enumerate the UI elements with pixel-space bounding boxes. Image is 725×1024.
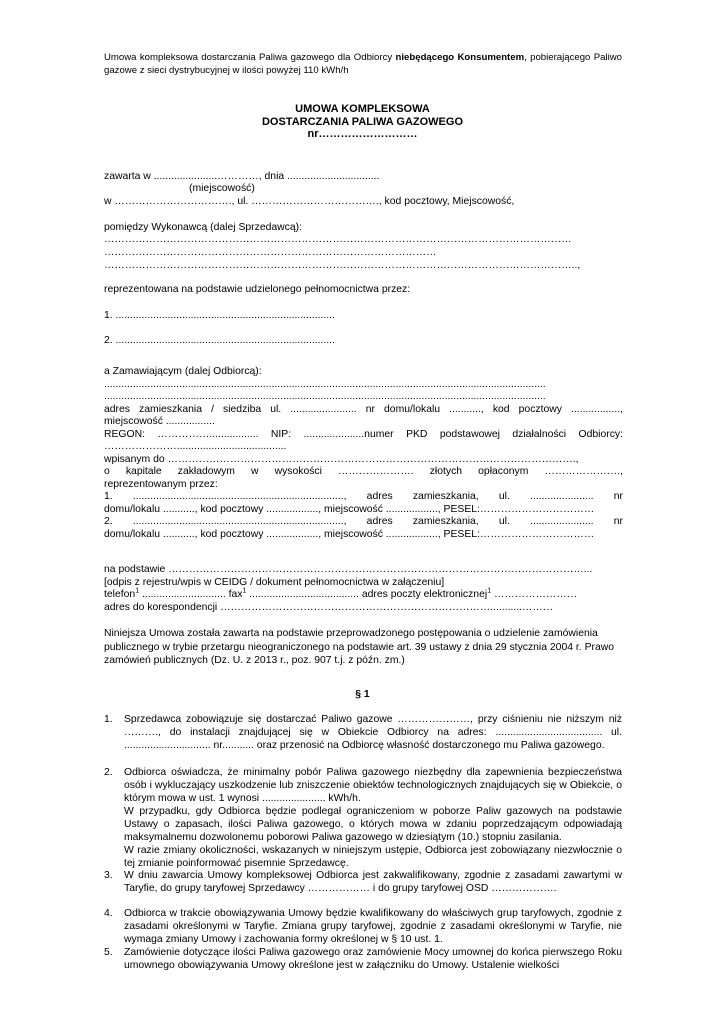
represented-label: reprezentowana na podstawie udzielonego pełnomocnictwa przez: — [104, 284, 411, 295]
document-title: UMOWA KOMPLEKSOWA — [295, 103, 430, 115]
representative-1: 1. ............................................................................ — [104, 310, 335, 321]
represented-by-label: reprezentowanym przez: — [104, 479, 218, 490]
item-number: 5. — [104, 947, 113, 958]
footnote-ref: 1 — [242, 587, 247, 595]
client-address-line: adres zamieszkania / siedziba ul. ....................... nr domu/lokalu ..........., kod pocztowy ................., — [104, 404, 623, 415]
correspondence-line: adres do korespondencji ……………………………………………………………………...........……… — [104, 602, 554, 613]
seller-dots-2: …………………………………………………………………………………… — [104, 247, 437, 258]
client-rep-1-line-1: 1. ........................................................................., adres zamieszkania, ul. ...................... nr — [104, 491, 623, 502]
document-subtitle: DOSTARCZANIA PALIWA GAZOWEGO — [261, 116, 464, 128]
basis-line: na podstawie …………………………………………………………………………………………………………... — [104, 564, 593, 575]
client-rep-1-line-2: domu/lokalu ..........., kod pocztowy .................., miejscowość .................., PESEL:…………………………… — [104, 504, 595, 515]
item-number: 4. — [104, 908, 113, 919]
pkd-line: …………………...................................... — [104, 441, 287, 452]
client-rep-2-line-2: domu/lokalu ..........., kod pocztowy .................., miejscowość .................., PESEL:…………………………… — [104, 529, 595, 540]
item-text: Sprzedawca zobowiązuje się dostarczać Paliwo gazowe …………………, przy ciśnieniu nie niższym niż ………., do instalacji znajdującej się w Obiekcie Odbiorcy na adres: ..................................... ul. .............................. nr........... oraz przenosić na Odbiorcę własność dostarczonego mu Paliwa gazowego. — [124, 714, 622, 751]
document-header — [104, 52, 622, 77]
header-text-cont: , pobierającego Paliwo gazowe z sieci dystrybucyjnej w ilości powyżej 110 kWh/h — [104, 52, 622, 76]
item-number: 2. — [104, 767, 113, 778]
item-number: 1. — [104, 714, 113, 725]
section-heading: § 1 — [355, 689, 370, 700]
item-number: 3. — [104, 870, 113, 881]
footnote-ref: 1 — [487, 587, 492, 595]
footnote-ref: 1 — [135, 587, 140, 595]
register-extract-note: [odpis z rejestru/wpis w CEIDG / dokument pełnomocnictwa w załączeniu] — [104, 577, 445, 588]
email-dots: …………………… — [491, 589, 578, 600]
client-label: a Zamawiającym (dalej Odbiorcą): — [104, 366, 262, 377]
seller-dots-1: ……………………………………………………………………………………………………………………… — [104, 234, 572, 245]
fax-label: ............................. fax — [139, 589, 243, 600]
client-dots-2: ......................................................................................................................................................... — [104, 391, 546, 402]
address-line: w ……………………………., ul. ………………………………., kod pocztowy, Miejscowość, — [104, 196, 515, 207]
header-text: Umowa kompleksowa dostarczania Paliwa gazowego dla Odbiorcy — [104, 52, 396, 63]
client-town-line: miejscowość ................. — [104, 416, 215, 427]
item-text: Zamówienie dotyczące ilości Paliwa gazowego oraz zamówienie Mocy umownej do końca pierwszego Roku umownego obowiązywania Umowy określone jest w załączniku do Umowy. Ustalenie wielkości — [124, 947, 622, 971]
email-label: ...................................... adres poczty elektronicznej — [246, 589, 488, 600]
contact-line — [104, 588, 577, 601]
registered-line: wpisanym do ………………………………………………………………………………………………………., — [104, 454, 579, 465]
capital-line: o kapitale zakładowym w wysokości …………………. złotych opłaconym …………………., — [104, 466, 623, 477]
between-label: pomiędzy Wykonawcą (dalej Sprzedawcą): — [104, 222, 302, 233]
item-text: W dniu zawarcia Umowy kompleksowej Odbiorca jest zakwalifikowany, zgodnie z zasadami zawartymi w Taryfie, do grupy taryfowej Sprzedawcy ……………… i do grupy taryfowej OSD ………………. — [124, 870, 622, 894]
contract-number: nr……………………… — [307, 128, 418, 140]
client-dots-1: ......................................................................................................................................................... — [104, 379, 546, 390]
seller-dots-3: ……………………………………………………………………………………………………………………….., — [104, 260, 581, 271]
header-bold-text: niebędącego Konsumentem — [395, 52, 525, 63]
phone-label: telefon — [104, 589, 136, 600]
place-label: (miejscowość) — [189, 183, 255, 194]
representative-2: 2. ............................................................................ — [104, 335, 335, 346]
item-text: W razie zmiany okoliczności, wskazanych w niniejszym ustępie, Odbiorca jest zobowiązany niezwłocznie o tej zmianie poinformować pisemnie Sprzedawcę. — [124, 845, 622, 869]
concluded-at-line: zawarta w ......................…………, dnia ................................ — [104, 171, 380, 182]
item-text: Odbiorca oświadcza, że minimalny pobór Paliwa gazowego niezbędny dla zapewnienia bezpieczeństwa osób i wykluczający uszkodzenie lub zniszczenie obiektów technologicznych znajdujących się w Obiekcie, o którym mowa w ust. 1 wynosi ...................... kWh/h. — [124, 767, 622, 804]
intro-paragraph: Niniejsza Umowa została zawarta na podstawie przeprowadzonego postępowania o udzielenie zamówienia publicznego w trybie przetargu nieograniczonego na podstawie art. 39 ustawy z dnia 29 stycznia 2004 r. Prawo zamówień publicznych (Dz. U. z 2013 r., poz. 907 t.j. z późn. zm.) — [104, 628, 615, 666]
client-rep-2-line-1: 2. ........................................................................., adres zamieszkania, ul. ...................... nr — [104, 516, 623, 527]
item-text: Odbiorca w trakcie obowiązywania Umowy będzie kwalifikowany do właściwych grup taryfowych, zgodnie z zasadami określonymi w Taryfie. Zmiana grupy taryfowej, zgodnie z zasadami określonymi w Taryfie, nie wymaga zmiany Umowy i zachowania formy określonej w § 10 ust. 1. — [124, 908, 622, 945]
regon-nip-line: REGON: ……………................. NIP: .....................numer PKD podstawowej działalności Odbiorcy: — [104, 429, 623, 440]
item-text: W przypadku, gdy Odbiorca będzie podlegał ograniczeniom w poborze Paliw gazowych na podstawie Ustawy o zapasach, ilości Paliwa gazowego, o których mowa w zdaniu poprzedzającym odpowiadają maksymalnemu dozwolonemu poborowi Paliwa gazowego w dziesiątym (10.) stopniu zasilania. — [124, 806, 622, 843]
